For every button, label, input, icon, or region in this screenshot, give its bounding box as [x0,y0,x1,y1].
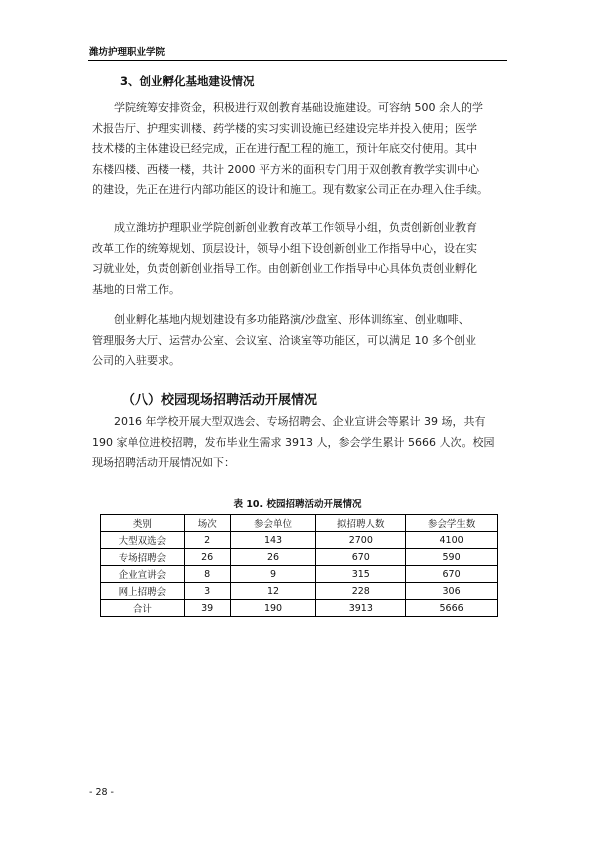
table-cell: 143 [230,532,316,549]
table-cell: 网上招聘会 [101,583,185,600]
paragraph-line: 的建设，先正在进行内部功能区的设计和施工。现有数家公司正在办理入住手续。 [92,183,488,196]
section-heading-recruitment: （八）校园现场招聘活动开展情况 [122,393,318,408]
paragraph-line: 公司的入驻要求。 [92,354,180,367]
paragraph-leadership [92,218,508,300]
header-category: 类别 [101,515,185,532]
running-header: 潍坊护理职业学院 [89,47,166,58]
header-planned-hires: 拟招聘人数 [316,515,406,532]
table-cell: 190 [230,600,316,617]
table-cell: 670 [316,549,406,566]
table-cell: 26 [184,549,230,566]
table-header-row [101,515,498,532]
paragraph-line: 习就业处，负责创新创业指导工作。由创新创业工作指导中心具体负责创业孵化 [92,262,477,275]
paragraph-line: 成立潍坊护理职业学院创新创业教育改革工作领导小组，负责创新创业教育 [114,221,477,234]
paragraph-line: 东楼四楼、西楼一楼，共计 2000 平方米的面积专门用于双创教育教学实训中心 [92,162,479,176]
paragraph-line: 技术楼的主体建设已经完成，正在进行配工程的施工，预计年底交付使用。其中 [92,142,477,155]
paragraph-funding [92,98,508,201]
table-row [101,532,498,549]
paragraph-line: 学院统筹安排资金，积极进行双创教育基础设施建设。可容纳 500 余人的学 [114,101,483,114]
paragraph-line: 2016 年学校开展大型双选会、专场招聘会、企业宣讲会等累计 39 场，共有 [114,415,486,428]
table-cell: 企业宣讲会 [101,566,185,583]
page-number: - 28 - [89,787,114,798]
paragraph-line: 190 家单位进校招聘，发布毕业生需求 3913 人，参会学生累计 5666 人次。校园 [92,435,495,449]
paragraph-functional-areas [92,310,508,372]
paragraph-line: 改革工作的统筹规划、顶层设计，领导小组下设创新创业工作指导中心，设在实 [92,241,477,255]
table-cell: 8 [184,566,230,583]
header-rule [88,60,507,61]
table-row [101,566,498,583]
paragraph-line: 基地的日常工作。 [92,282,180,296]
paragraph-recruitment-summary [92,412,508,474]
table-cell: 315 [316,566,406,583]
header-employers: 参会单位 [230,515,316,532]
table-caption: 表 10. 校园招聘活动开展情况 [233,499,362,510]
paragraph-line: 创业孵化基地内规划建设有多功能路演/沙盘室、形体训练室、创业咖啡、 [114,313,470,326]
table-cell: 2700 [316,532,406,549]
recruitment-table [100,514,498,617]
table-row-total [101,600,498,617]
table-cell: 590 [406,549,498,566]
section-heading-incubation: 3、创业孵化基地建设情况 [120,74,255,88]
table-cell: 大型双选会 [101,532,185,549]
table-cell: 306 [406,583,498,600]
table-cell: 4100 [406,532,498,549]
table-cell: 3 [184,583,230,600]
table-cell: 3913 [316,600,406,617]
table-row [101,583,498,600]
table-cell: 9 [230,566,316,583]
table-cell: 5666 [406,600,498,617]
table-cell: 合计 [101,600,185,617]
table-cell: 228 [316,583,406,600]
table-cell: 670 [406,566,498,583]
table-cell: 26 [230,549,316,566]
table-cell: 12 [230,583,316,600]
header-students: 参会学生数 [406,515,498,532]
table-row [101,549,498,566]
table-cell: 39 [184,600,230,617]
table-cell: 2 [184,532,230,549]
paragraph-line: 管理服务大厅、运营办公室、会议室、洽谈室等功能区，可以满足 10 多个创业 [92,333,476,347]
paragraph-line: 现场招聘活动开展情况如下： [92,456,235,469]
paragraph-line: 术报告厅、护理实训楼、药学楼的实习实训设施已经建设完毕并投入使用；医学 [92,121,477,135]
table-cell: 专场招聘会 [101,549,185,566]
header-sessions: 场次 [184,515,230,532]
